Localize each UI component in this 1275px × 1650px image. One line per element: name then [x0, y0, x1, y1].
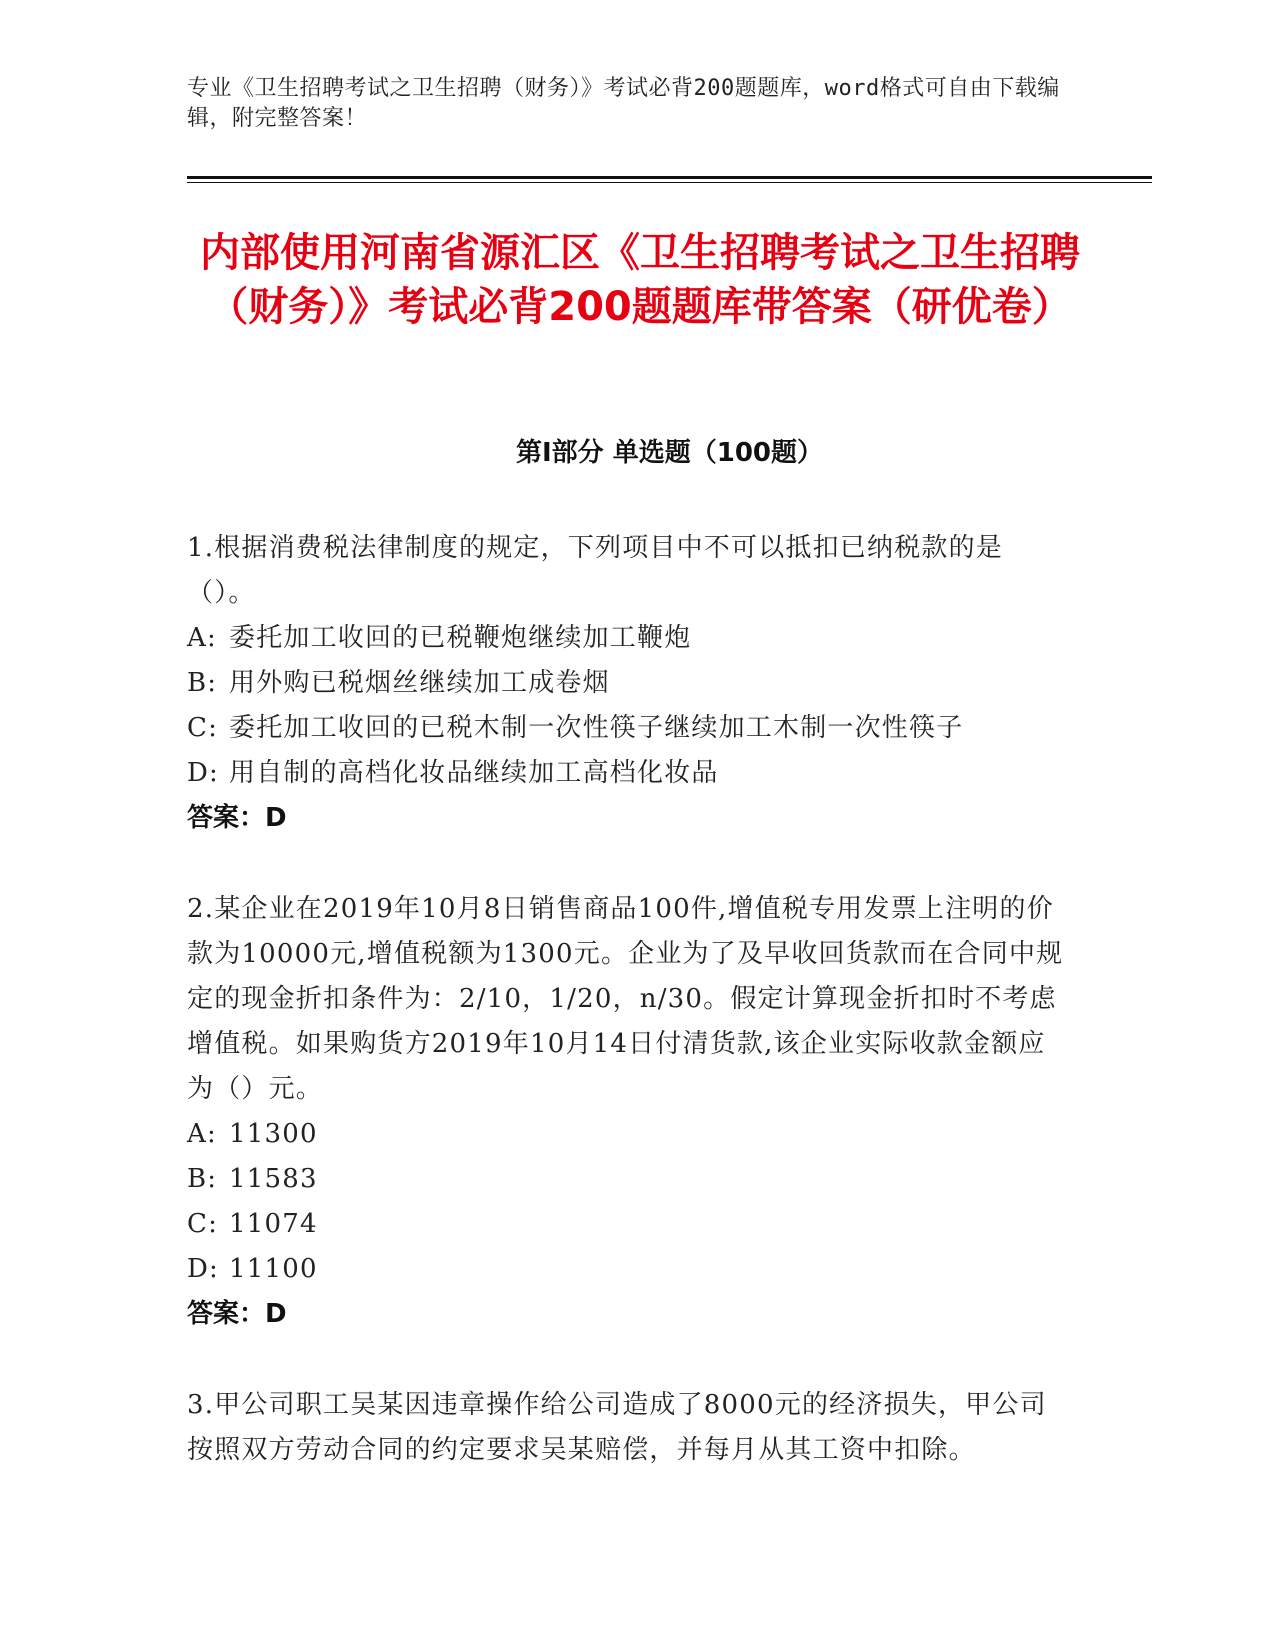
question-stem: 3.甲公司职工吴某因违章操作给公司造成了8000元的经济损失，甲公司按照双方劳动合同的约定要求吴某赔偿，并每月从其工资中扣除。 [187, 1390, 1047, 1465]
option-d [187, 751, 1067, 796]
option-key: B: [187, 668, 218, 698]
header-divider-thick [187, 176, 1152, 179]
option-key: A: [187, 623, 217, 653]
question-list [187, 526, 1067, 1519]
option-text: 11100 [229, 1254, 318, 1284]
option-b [187, 661, 1067, 706]
option-key: B: [187, 1164, 218, 1194]
option-key: C: [187, 713, 219, 743]
option-key: A: [187, 1119, 217, 1149]
option-text: 用外购已税烟丝继续加工成卷烟 [229, 668, 610, 698]
option-text: 11583 [229, 1164, 318, 1194]
option-b [187, 1157, 1067, 1202]
answer: 答案：D [187, 1299, 287, 1329]
option-c [187, 1202, 1067, 1247]
option-key: D: [187, 758, 220, 788]
option-a [187, 616, 1067, 661]
section-heading: 第Ⅰ部分 单选题（100题） [516, 438, 823, 468]
header-note: 专业《卫生招聘考试之卫生招聘（财务）》考试必背200题题库，word格式可自由下载编辑，附完整答案！ [187, 76, 1060, 131]
header-divider-thin [187, 182, 1152, 183]
answer: 答案：D [187, 803, 287, 833]
option-key: D: [187, 1254, 220, 1284]
question-stem: 2.某企业在2019年10月8日销售商品100件,增值税专用发票上注明的价款为10000元,增值税额为1300元。企业为了及早收回货款而在合同中规定的现金折扣条件为：2/10，1/20，n/30。假定计算现金折扣时不考虑增值税。如果购货方2019年10月14日付清货款,该企业实际收款金额应为（）元。 [187, 894, 1064, 1104]
option-a [187, 1112, 1067, 1157]
option-text: 11300 [229, 1119, 318, 1149]
option-c [187, 706, 1067, 751]
option-key: C: [187, 1209, 219, 1239]
option-text: 委托加工收回的已税木制一次性筷子继续加工木制一次性筷子 [229, 713, 964, 743]
question-stem: 1.根据消费税法律制度的规定，下列项目中不可以抵扣已纳税款的是（）。 [187, 533, 1004, 608]
document-title: 内部使用河南省源汇区《卫生招聘考试之卫生招聘（财务）》考试必背200题题库带答案（研优卷） [200, 230, 1080, 330]
question-2 [187, 887, 1067, 1337]
question-3 [187, 1383, 1067, 1473]
option-text: 委托加工收回的已税鞭炮继续加工鞭炮 [229, 623, 692, 653]
option-text: 用自制的高档化妆品继续加工高档化妆品 [229, 758, 719, 788]
option-text: 11074 [229, 1209, 318, 1239]
question-1 [187, 526, 1067, 841]
option-d [187, 1247, 1067, 1292]
